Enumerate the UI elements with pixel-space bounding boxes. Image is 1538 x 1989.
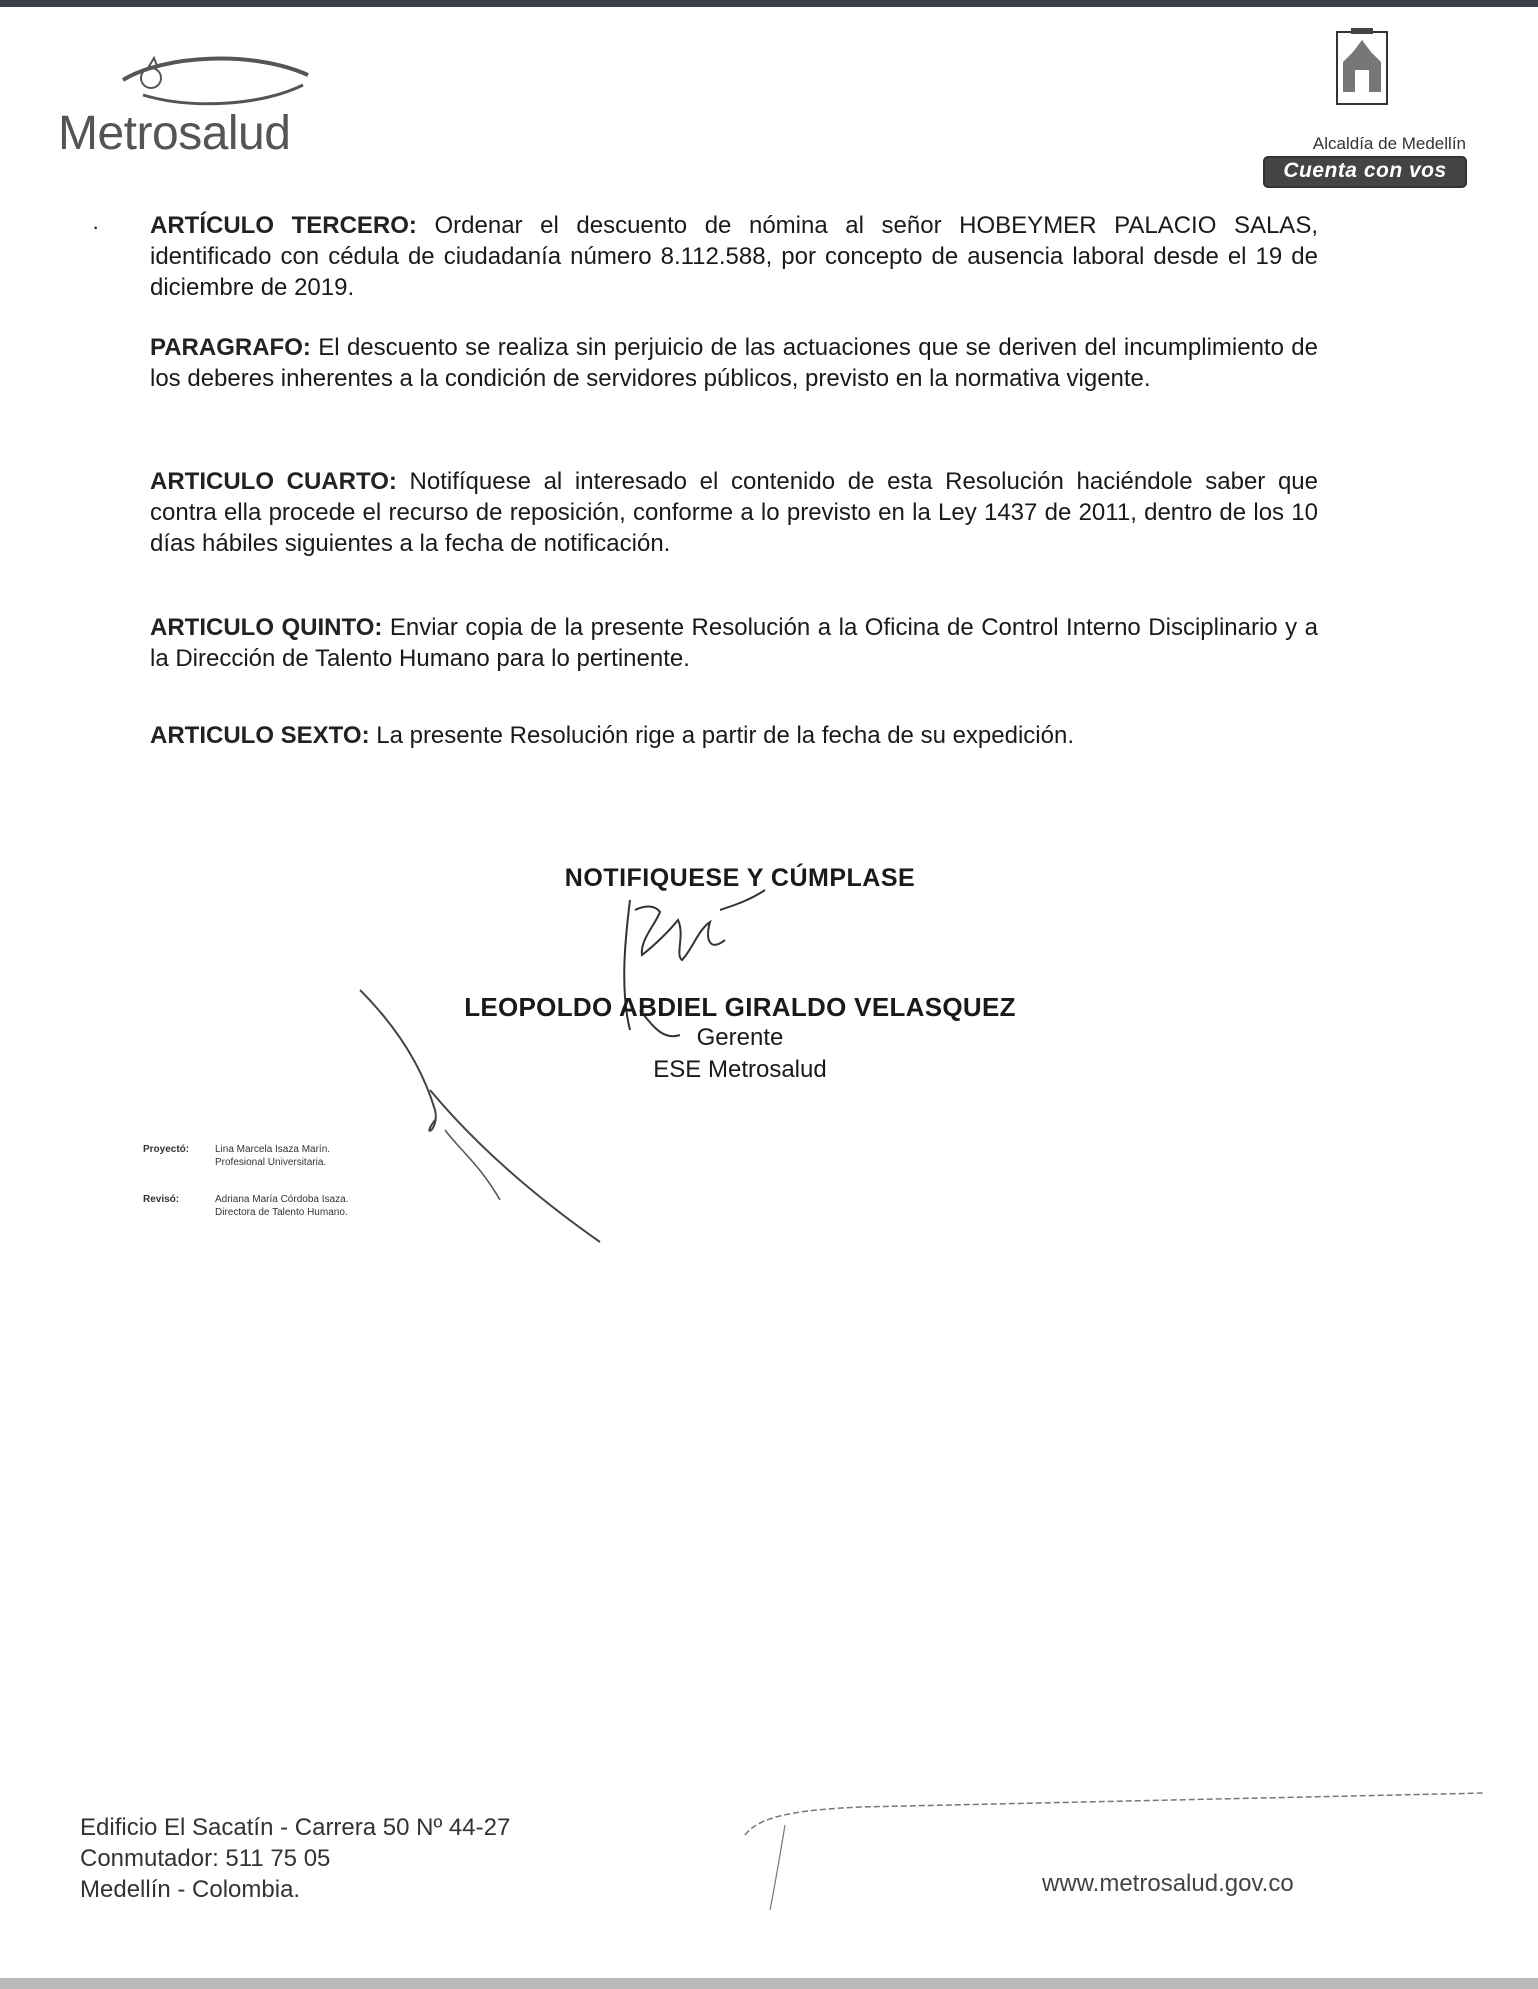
paragraph-note-label: PARAGRAFO: [150,334,311,361]
footer-website-link[interactable]: www.metrosalud.gov.co [1042,1870,1294,1897]
projected-role: Profesional Universitaria. [215,1157,327,1168]
reviewed-role: Directora de Talento Humano. [215,1207,348,1218]
footer-address-line2: Conmutador: 511 75 05 [80,1845,331,1872]
signer-organization: ESE Metrosalud [653,1056,827,1083]
projected-label: Proyectó: [143,1144,190,1155]
article-third-text: Ordenar el descuento de nómina al señor HOBEYMER PALACIO SALAS, identificado con cédula de ciudadanía número 8.112.588, por concepto de ausencia laboral desde el 19 de diciembre de 2019. [150,212,1318,301]
bullet-mark: · [92,214,100,239]
alcaldia-name: Alcaldía de Medellín [1312,134,1466,153]
paragraph-note-text: El descuento se realiza sin perjuicio de las actuaciones que se deriven del incumplimiento de los deberes inherentes a la condición de servidores públicos, previsto en la normativa vigente. [150,334,1318,392]
article-fourth-text: Notifíquese al interesado el contenido de esta Resolución haciéndole saber que contra ella procede el recurso de reposición, conforme a lo previsto en la Ley 1437 de 2011, dentro de los 10 días hábiles siguientes a la fecha de notificación. [150,468,1318,557]
cuenta-con-vos-badge: Cuenta con vos [1263,156,1467,188]
reviewed-by [143,1193,348,1219]
footer-address-line1: Edificio El Sacatín - Carrera 50 Nº 44-27 [80,1814,511,1841]
footer-address-line3: Medellín - Colombia. [80,1876,301,1903]
article-sixth-text: La presente Resolución rige a partir de la fecha de su expedición. [369,722,1074,749]
article-third-label: ARTÍCULO TERCERO: [150,212,417,239]
article-fifth-label: ARTICULO QUINTO: [150,614,383,641]
reviewed-label: Revisó: [143,1194,180,1205]
article-third [150,210,1318,303]
article-sixth [150,720,1318,751]
article-fifth-text: Enviar copia de la presente Resolución a la Oficina de Control Interno Disciplinario y a la Dirección de Talento Humano para lo pertinente. [150,614,1318,672]
article-sixth-label: ARTICULO SEXTO: [150,722,370,749]
notification-heading: NOTIFIQUESE Y CÚMPLASE [564,864,916,892]
article-fourth-label: ARTICULO CUARTO: [150,468,397,495]
signer-position: Gerente [696,1024,784,1051]
city-crest-icon [1333,22,1391,108]
article-fourth [150,466,1318,559]
metrosalud-logo-text: Metrosalud [58,107,291,160]
metrosalud-logo [58,50,328,160]
footer-address [80,1812,510,1905]
projected-by [143,1143,330,1169]
alcaldia-logo [1258,22,1468,182]
paragraph-note [150,332,1318,394]
projected-name: Lina Marcela Isaza Marín. [215,1144,331,1155]
article-fifth [150,612,1318,674]
bottom-border [0,1978,1538,1989]
signer-name: LEOPOLDO ABDIEL GIRALDO VELASQUEZ [464,992,1016,1022]
reviewed-name: Adriana María Córdoba Isaza. [215,1194,349,1205]
top-border [0,0,1538,7]
